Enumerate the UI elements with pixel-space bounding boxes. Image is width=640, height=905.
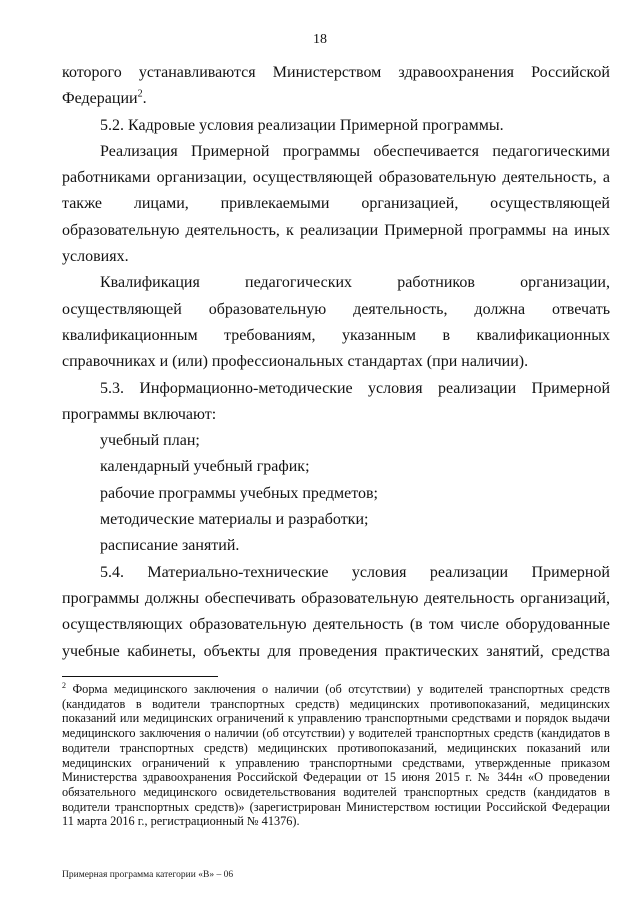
section-heading-5-2: 5.2. Кадровые условия реализации Примерной программы. (100, 116, 504, 134)
paragraph-continuation (62, 60, 610, 113)
list-item: методические материалы и разработки; (100, 511, 369, 529)
section-heading-5-3: 5.3. Информационно-методические условия реализации Примерной программы включают: (62, 379, 610, 423)
page-number: 18 (313, 32, 327, 47)
paragraph-staff: Реализация Примерной программы обеспечивается педагогическими работниками организации, осуществляющей образовательную деятельность, а также лицами, привлекаемыми организацией, осуществляющей образовательную деятельность, к реализации Примерной программы на иных условиях. (62, 142, 610, 266)
paragraph-text: которого устанавливаются Министерством здравоохранения Российской Федерации (62, 64, 610, 108)
list-item: календарный учебный график; (100, 458, 310, 476)
footnote-text: Форма медицинского заключения о наличии (об отсутствии) у водителей транспортных средств (кандидатов в водители транспортных средств) медицинских противопоказаний, медицинских показаний или медицинских ограничений к управлению транспортными средствами и порядок выдачи медицинского заключения о наличии (об отсутствии) у водителей транспортных средств (кандидатов в водители транспортных средств) медицинских противопоказаний, медицинских показаний или медицинских ограничений к управлению транспортными средствами, утвержденные приказом Министерства здравоохранения Российской Федерации от 15 июня 2015 г. № 344н «О проведении обязательного медицинского освидетельствования водителей транспортных средств (кандидатов в водители транспортных средств)» (зарегистрирован Министерством юстиции Российской Федерации 11 марта 2016 г., регистрационный № 41376). (62, 682, 610, 829)
paragraph-tail: . (142, 90, 147, 108)
section-5-4-paragraph: 5.4. Материально-технические условия реализации Примерной программы должны обеспечивать образовательную деятельность организаций, осуществляющих образовательную деятельность (в том числе оборудованные учебные кабинеты, объекты для проведения практических занятий, средства (62, 563, 610, 660)
list-item: учебный план; (100, 432, 200, 450)
footnote-marker: 2 (62, 680, 66, 690)
paragraph-qualification: Квалификация педагогических работников организации, осуществляющей образовательную деятельность, должна отвечать квалификационным требованиям, указанным в квалификационных справочниках и (или) профессиональных стандартах (при наличии). (62, 274, 610, 371)
footnote (62, 682, 610, 829)
footnote-divider (62, 676, 218, 677)
main-text (62, 60, 610, 665)
list-item: расписание занятий. (100, 537, 240, 555)
footnote-reference: 2 (137, 88, 143, 100)
list-item: рабочие программы учебных предметов; (100, 484, 378, 502)
page-footer: Примерная программа категории «В» – 06 (62, 870, 234, 880)
